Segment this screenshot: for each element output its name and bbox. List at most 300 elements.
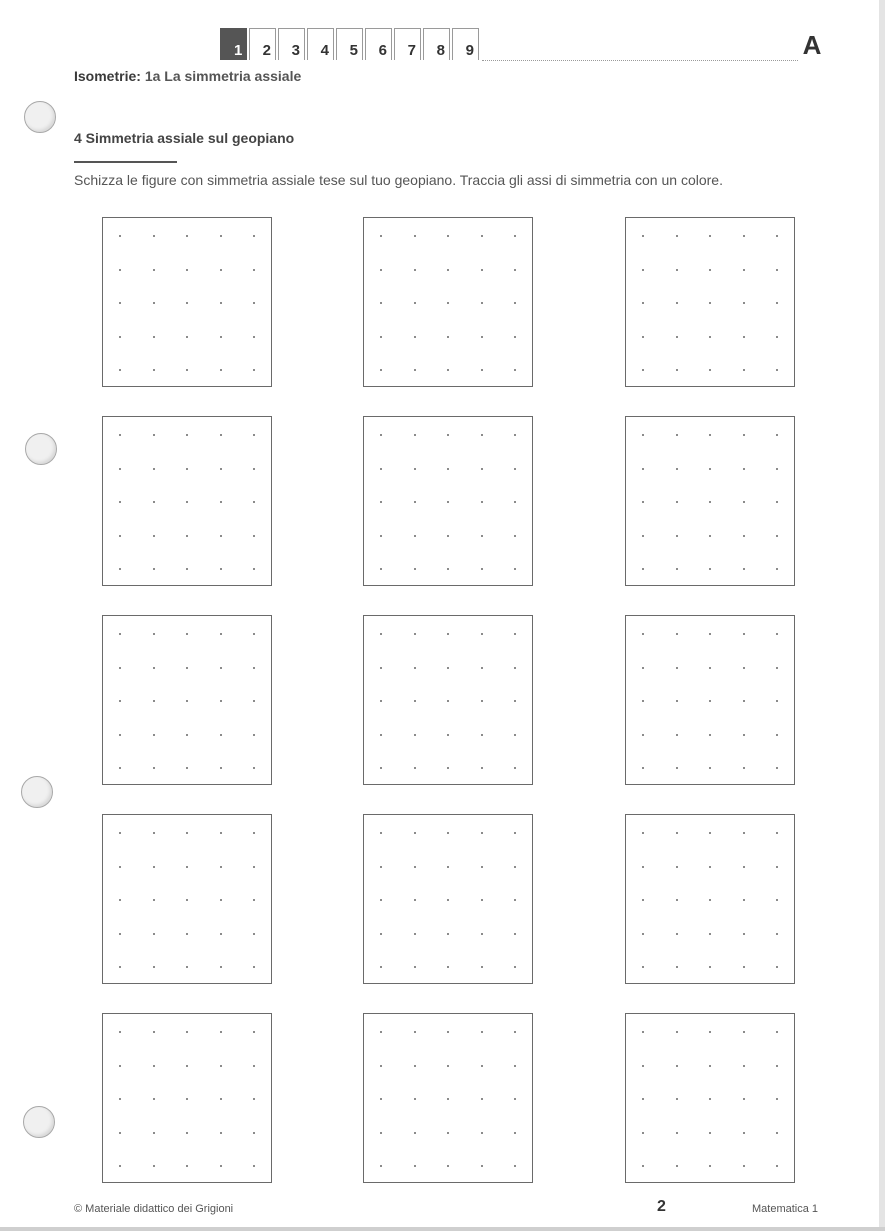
geoboard-peg (414, 336, 416, 338)
geoboard-peg (153, 1132, 155, 1134)
geoboard (102, 416, 272, 586)
geoboard-peg (119, 434, 121, 436)
geoboard (102, 217, 272, 387)
geoboard (625, 217, 795, 387)
geoboard-peg (186, 369, 188, 371)
geoboard-peg (776, 336, 778, 338)
geoboard-peg (676, 468, 678, 470)
geoboard-peg (481, 336, 483, 338)
geoboard-peg (380, 767, 382, 769)
geoboard-peg (676, 434, 678, 436)
geoboard (102, 814, 272, 984)
geoboard-peg (709, 1098, 711, 1100)
geoboard-peg (709, 734, 711, 736)
geoboard-peg (776, 369, 778, 371)
geoboard-peg (776, 1065, 778, 1067)
geoboard-peg (642, 434, 644, 436)
geoboard-peg (776, 832, 778, 834)
geoboard-peg (514, 1031, 516, 1033)
geoboard-peg (220, 434, 222, 436)
geoboard-peg (514, 269, 516, 271)
geoboard-peg (481, 1065, 483, 1067)
geoboard-peg (642, 535, 644, 537)
geoboard-peg (776, 966, 778, 968)
geoboard-peg (709, 767, 711, 769)
geoboard-peg (119, 933, 121, 935)
geoboard-peg (642, 336, 644, 338)
geoboard-peg (186, 535, 188, 537)
geoboard-peg (676, 568, 678, 570)
geoboard-peg (119, 734, 121, 736)
geoboard-peg (709, 866, 711, 868)
geoboard-peg (153, 434, 155, 436)
binder-hole (24, 101, 56, 133)
geoboard-peg (514, 1065, 516, 1067)
geoboard-peg (380, 1098, 382, 1100)
geoboard-peg (642, 269, 644, 271)
geoboard-peg (380, 568, 382, 570)
geoboard-peg (447, 966, 449, 968)
geoboard-peg (119, 269, 121, 271)
geoboard-peg (709, 535, 711, 537)
geoboard-peg (186, 1031, 188, 1033)
geoboard-peg (447, 535, 449, 537)
geoboard-peg (186, 269, 188, 271)
geoboard-peg (253, 302, 255, 304)
geoboard-peg (776, 1098, 778, 1100)
geoboard-peg (253, 899, 255, 901)
geoboard (363, 814, 533, 984)
geoboard-peg (220, 302, 222, 304)
geoboard-peg (709, 1132, 711, 1134)
geoboard-peg (220, 369, 222, 371)
geoboard-peg (642, 1132, 644, 1134)
geoboard-peg (414, 501, 416, 503)
geoboard-peg (119, 767, 121, 769)
geoboard-peg (186, 336, 188, 338)
geoboard-peg (709, 899, 711, 901)
geoboard (363, 615, 533, 785)
geoboard-peg (642, 468, 644, 470)
geoboard-peg (642, 734, 644, 736)
geoboard-peg (153, 1031, 155, 1033)
geoboard-peg (776, 767, 778, 769)
geoboard-peg (220, 734, 222, 736)
geoboard-peg (676, 667, 678, 669)
geoboard-peg (414, 734, 416, 736)
geoboard-peg (709, 568, 711, 570)
geoboard-peg (447, 1098, 449, 1100)
geoboard-peg (186, 1098, 188, 1100)
geoboard-peg (743, 434, 745, 436)
geoboard-peg (153, 899, 155, 901)
geoboard-peg (676, 369, 678, 371)
geoboard-peg (514, 1098, 516, 1100)
geoboard-peg (220, 767, 222, 769)
geoboard-peg (743, 767, 745, 769)
geoboard-peg (220, 269, 222, 271)
geoboard-peg (186, 1132, 188, 1134)
geoboard-peg (642, 1065, 644, 1067)
geoboard-peg (186, 899, 188, 901)
chapter-tab-2 (249, 28, 276, 60)
geoboard-peg (743, 899, 745, 901)
geoboard (625, 416, 795, 586)
geoboard-peg (481, 302, 483, 304)
geoboard (102, 1013, 272, 1183)
geoboard-peg (253, 468, 255, 470)
geoboard-peg (380, 302, 382, 304)
geoboard-peg (414, 1065, 416, 1067)
geoboard-peg (186, 966, 188, 968)
geoboard-peg (220, 866, 222, 868)
geoboard-peg (153, 235, 155, 237)
geoboard-peg (709, 667, 711, 669)
geoboard-peg (676, 866, 678, 868)
geoboard-peg (676, 235, 678, 237)
geoboard-peg (709, 501, 711, 503)
geoboard-peg (642, 369, 644, 371)
geoboard-peg (153, 535, 155, 537)
geoboard-peg (253, 269, 255, 271)
geoboard-peg (642, 866, 644, 868)
geoboard-peg (776, 700, 778, 702)
geoboard-peg (743, 369, 745, 371)
geoboard-peg (253, 1165, 255, 1167)
geoboard-peg (414, 468, 416, 470)
footer-page-number: 2 (657, 1198, 666, 1215)
geoboard-peg (481, 734, 483, 736)
geoboard-peg (481, 369, 483, 371)
geoboard-peg (220, 468, 222, 470)
geoboard-peg (380, 235, 382, 237)
geoboard-peg (414, 767, 416, 769)
geoboard-peg (119, 866, 121, 868)
geoboard-peg (220, 1132, 222, 1134)
geoboard-peg (514, 568, 516, 570)
geoboard-peg (380, 633, 382, 635)
geoboard-peg (481, 235, 483, 237)
chapter-tab-7 (394, 28, 421, 60)
geoboard-peg (642, 1165, 644, 1167)
geoboard-peg (776, 468, 778, 470)
geoboard-peg (481, 933, 483, 935)
geoboard-peg (119, 667, 121, 669)
geoboard-peg (514, 667, 516, 669)
geoboard-peg (153, 568, 155, 570)
geoboard-peg (220, 899, 222, 901)
geoboard-peg (709, 1031, 711, 1033)
page-edge-bottom (0, 1227, 885, 1231)
geoboard-peg (220, 1165, 222, 1167)
chapter-tab-8 (423, 28, 450, 60)
geoboard-peg (414, 302, 416, 304)
geoboard-peg (220, 336, 222, 338)
geoboard-peg (743, 1165, 745, 1167)
geoboard-peg (220, 1065, 222, 1067)
geoboard-peg (253, 832, 255, 834)
geoboard-peg (186, 667, 188, 669)
geoboard-peg (119, 700, 121, 702)
geoboard-peg (119, 832, 121, 834)
geoboard-peg (414, 633, 416, 635)
geoboard-peg (186, 468, 188, 470)
geoboard-peg (514, 434, 516, 436)
geoboard-peg (676, 966, 678, 968)
geoboard-peg (380, 269, 382, 271)
geoboard-peg (514, 633, 516, 635)
geoboard-peg (414, 933, 416, 935)
geoboard-peg (709, 336, 711, 338)
geoboard-peg (447, 336, 449, 338)
geoboard-peg (676, 336, 678, 338)
geoboard-peg (414, 1132, 416, 1134)
geoboard-peg (709, 468, 711, 470)
geoboard-peg (119, 1132, 121, 1134)
geoboard-peg (676, 1132, 678, 1134)
geoboard-peg (186, 568, 188, 570)
geoboard-peg (253, 866, 255, 868)
geoboard-peg (514, 899, 516, 901)
footer-subject: Matematica 1 (752, 1203, 819, 1215)
geoboard-peg (676, 899, 678, 901)
geoboard-peg (186, 933, 188, 935)
geoboard-peg (186, 434, 188, 436)
geoboard-peg (642, 767, 644, 769)
geoboard-peg (186, 235, 188, 237)
geoboard-peg (186, 832, 188, 834)
geoboard-peg (514, 369, 516, 371)
geoboard-peg (119, 899, 121, 901)
geoboard-peg (776, 667, 778, 669)
geoboard-peg (481, 866, 483, 868)
geoboard-peg (709, 966, 711, 968)
geoboard-peg (676, 269, 678, 271)
geoboard-peg (447, 501, 449, 503)
geoboard-peg (709, 832, 711, 834)
geoboard-peg (481, 700, 483, 702)
geoboard-peg (642, 933, 644, 935)
geoboard-peg (153, 633, 155, 635)
geoboard-peg (253, 933, 255, 935)
chapter-tab-3 (278, 28, 305, 60)
geoboard-peg (447, 832, 449, 834)
geoboard-peg (514, 832, 516, 834)
geoboard-peg (481, 501, 483, 503)
geoboard-peg (642, 302, 644, 304)
geoboard-peg (447, 434, 449, 436)
geoboard-peg (481, 667, 483, 669)
geoboard-peg (447, 933, 449, 935)
chapter-tab-label: 9 (465, 42, 474, 59)
geoboard-peg (253, 633, 255, 635)
geoboard-peg (220, 832, 222, 834)
geoboard-peg (119, 535, 121, 537)
geoboard-peg (119, 235, 121, 237)
geoboard (363, 1013, 533, 1183)
geoboard-peg (186, 633, 188, 635)
geoboard-peg (153, 302, 155, 304)
geoboard-peg (676, 734, 678, 736)
geoboard-peg (447, 302, 449, 304)
page-heading (74, 68, 301, 84)
geoboard-peg (481, 434, 483, 436)
geoboard-peg (253, 1132, 255, 1134)
geoboard-peg (220, 535, 222, 537)
geoboard-peg (776, 866, 778, 868)
geoboard-peg (743, 1031, 745, 1033)
geoboard-peg (776, 734, 778, 736)
geoboard-peg (414, 568, 416, 570)
geoboard-peg (514, 235, 516, 237)
geoboard-peg (153, 700, 155, 702)
binder-hole (23, 1106, 55, 1138)
geoboard-peg (676, 1165, 678, 1167)
geoboard-peg (119, 369, 121, 371)
geoboard-peg (253, 369, 255, 371)
geoboard-peg (414, 1031, 416, 1033)
geoboard-peg (743, 336, 745, 338)
geoboard-peg (709, 700, 711, 702)
geoboard-peg (776, 235, 778, 237)
geoboard-peg (186, 1165, 188, 1167)
geoboard-peg (380, 468, 382, 470)
geoboard-peg (447, 235, 449, 237)
geoboard-peg (253, 667, 255, 669)
geoboard-peg (220, 501, 222, 503)
geoboard-peg (481, 1031, 483, 1033)
geoboard-peg (380, 700, 382, 702)
geoboard-peg (743, 667, 745, 669)
level-badge (800, 30, 824, 60)
geoboard-peg (414, 1098, 416, 1100)
geoboard-peg (380, 866, 382, 868)
geoboard-peg (447, 269, 449, 271)
geoboard-peg (776, 933, 778, 935)
geoboard-peg (743, 501, 745, 503)
geoboard-peg (414, 1165, 416, 1167)
geoboard-peg (776, 899, 778, 901)
geoboard-peg (447, 866, 449, 868)
geoboard-peg (743, 866, 745, 868)
geoboard-peg (119, 568, 121, 570)
geoboard-peg (642, 235, 644, 237)
geoboard-peg (380, 899, 382, 901)
geoboard-peg (414, 269, 416, 271)
geoboard-peg (642, 966, 644, 968)
geoboard-peg (447, 899, 449, 901)
geoboard-peg (380, 933, 382, 935)
geoboard-peg (153, 269, 155, 271)
geoboard-peg (414, 434, 416, 436)
chapter-tab-label: 7 (407, 42, 416, 59)
geoboard-peg (642, 568, 644, 570)
exercise-title: 4 Simmetria assiale sul geopiano (74, 130, 295, 146)
geoboard-peg (481, 899, 483, 901)
geoboard-peg (743, 269, 745, 271)
geoboard-peg (253, 1098, 255, 1100)
geoboard-peg (153, 767, 155, 769)
geoboard-peg (776, 568, 778, 570)
chapter-tab-label: 5 (349, 42, 358, 59)
geoboard-peg (414, 700, 416, 702)
geoboard-peg (119, 633, 121, 635)
exercise-instructions: Schizza le figure con simmetria assiale tese sul tuo geopiano. Traccia gli assi di simmetria con un colore. (74, 172, 723, 188)
geoboard-peg (642, 700, 644, 702)
geoboard-peg (119, 468, 121, 470)
geoboard-peg (153, 501, 155, 503)
geoboard-peg (642, 633, 644, 635)
geoboard-peg (743, 568, 745, 570)
geoboard-peg (253, 434, 255, 436)
geoboard-peg (253, 568, 255, 570)
geoboard-peg (380, 966, 382, 968)
geoboard-peg (153, 933, 155, 935)
geoboard-peg (220, 933, 222, 935)
geoboard-peg (414, 832, 416, 834)
page-edge (879, 0, 885, 1231)
geoboard-peg (186, 1065, 188, 1067)
chapter-tab-label: 1 (234, 42, 243, 59)
geoboard-peg (447, 1065, 449, 1067)
geoboard-peg (676, 832, 678, 834)
geoboard-peg (153, 369, 155, 371)
geoboard-peg (514, 933, 516, 935)
geoboard-peg (253, 966, 255, 968)
geoboard-peg (481, 568, 483, 570)
geoboard-peg (743, 734, 745, 736)
geoboard-peg (447, 568, 449, 570)
geoboard-peg (220, 966, 222, 968)
geoboard-peg (642, 667, 644, 669)
geoboard-peg (514, 966, 516, 968)
geoboard-peg (676, 933, 678, 935)
geoboard-peg (414, 966, 416, 968)
geoboard-peg (153, 1098, 155, 1100)
geoboard-peg (119, 336, 121, 338)
geoboard-peg (220, 700, 222, 702)
geoboard-peg (481, 535, 483, 537)
chapter-tab-label: 6 (378, 42, 387, 59)
geoboard-peg (709, 1165, 711, 1167)
geoboard-peg (514, 535, 516, 537)
geoboard-peg (119, 1098, 121, 1100)
geoboard-peg (709, 235, 711, 237)
geoboard-peg (220, 568, 222, 570)
geoboard-peg (447, 767, 449, 769)
geoboard-peg (186, 734, 188, 736)
geoboard-peg (119, 501, 121, 503)
geoboard-peg (481, 767, 483, 769)
geoboard-peg (253, 1065, 255, 1067)
geoboard-peg (380, 1132, 382, 1134)
geoboard-peg (447, 734, 449, 736)
geoboard-peg (743, 1098, 745, 1100)
geoboard-peg (186, 302, 188, 304)
geoboard-peg (776, 434, 778, 436)
geoboard-peg (414, 866, 416, 868)
geoboard-peg (676, 633, 678, 635)
geoboard-peg (514, 700, 516, 702)
chapter-tabs (220, 28, 481, 61)
geoboard-peg (447, 1165, 449, 1167)
chapter-tab-label: 8 (436, 42, 445, 59)
geoboard-peg (676, 535, 678, 537)
geoboard (102, 615, 272, 785)
geoboard-peg (253, 535, 255, 537)
geoboard-peg (743, 302, 745, 304)
geoboard-peg (119, 966, 121, 968)
